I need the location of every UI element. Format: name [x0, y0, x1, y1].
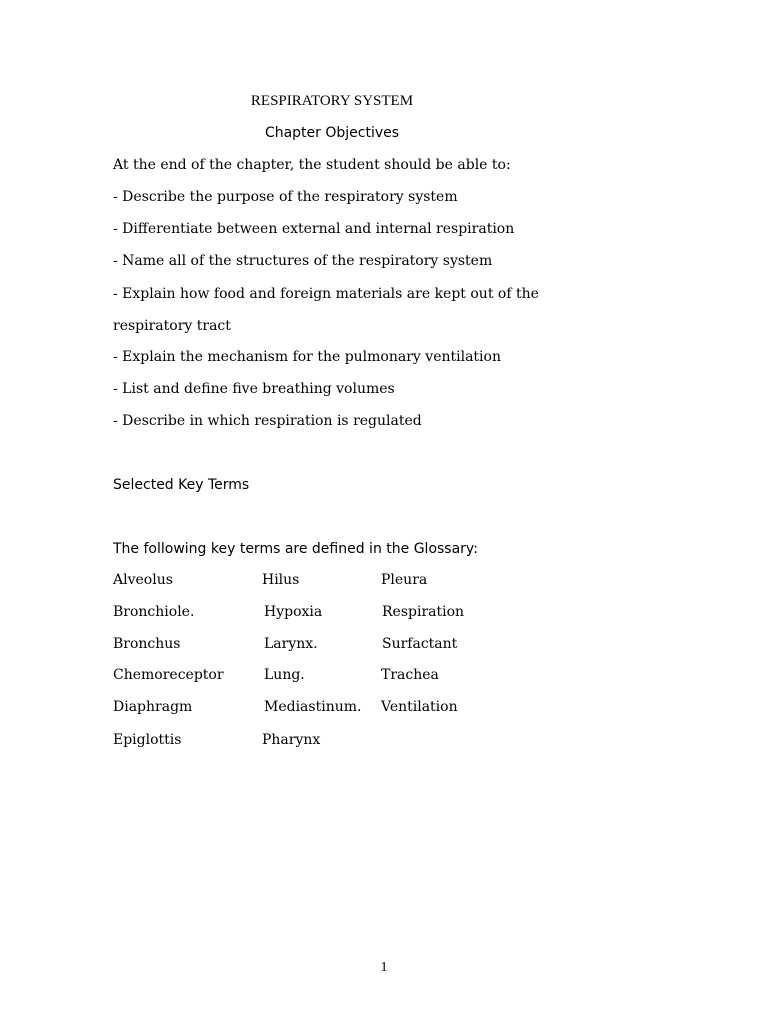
key-term: Lung. [264, 667, 305, 683]
key-term: Mediastinum. [264, 699, 362, 715]
objective-item: - List and define five breathing volumes [113, 381, 395, 397]
objectives-intro: At the end of the chapter, the student should be able to: [113, 157, 511, 173]
objective-item: - Explain the mechanism for the pulmonary ventilation [113, 349, 501, 365]
key-term: Diaphragm [113, 699, 193, 715]
key-term: Alveolus [113, 572, 173, 588]
page-number: 1 [380, 960, 388, 975]
key-term: Ventilation [381, 699, 458, 715]
objective-item: - Describe in which respiration is regulated [113, 413, 422, 429]
key-term: Trachea [381, 667, 439, 683]
key-term: Pleura [381, 572, 428, 588]
key-term: Chemoreceptor [113, 667, 224, 683]
key-term: Hypoxia [264, 604, 323, 620]
key-term: Surfactant [382, 636, 458, 652]
chapter-objectives-heading: Chapter Objectives [264, 125, 400, 141]
key-term: Bronchiole. [113, 604, 195, 620]
key-term: Hilus [262, 572, 300, 588]
key-term: Larynx. [264, 636, 318, 652]
objective-item-continued: respiratory tract [113, 318, 231, 334]
objective-item: - Name all of the structures of the respiratory system [113, 253, 493, 269]
objective-item: - Explain how food and foreign materials are kept out of the [113, 286, 539, 302]
key-terms-heading: Selected Key Terms [113, 477, 250, 493]
objective-item: - Differentiate between external and internal respiration [113, 221, 515, 237]
key-term: Pharynx [262, 732, 321, 748]
key-term: Respiration [382, 604, 465, 620]
glossary-intro: The following key terms are defined in the Glossary: [113, 541, 478, 557]
document-title: RESPIRATORY SYSTEM [250, 93, 414, 109]
objective-item: - Describe the purpose of the respiratory system [113, 189, 458, 205]
key-term: Bronchus [113, 636, 181, 652]
key-term: Epiglottis [113, 732, 182, 748]
